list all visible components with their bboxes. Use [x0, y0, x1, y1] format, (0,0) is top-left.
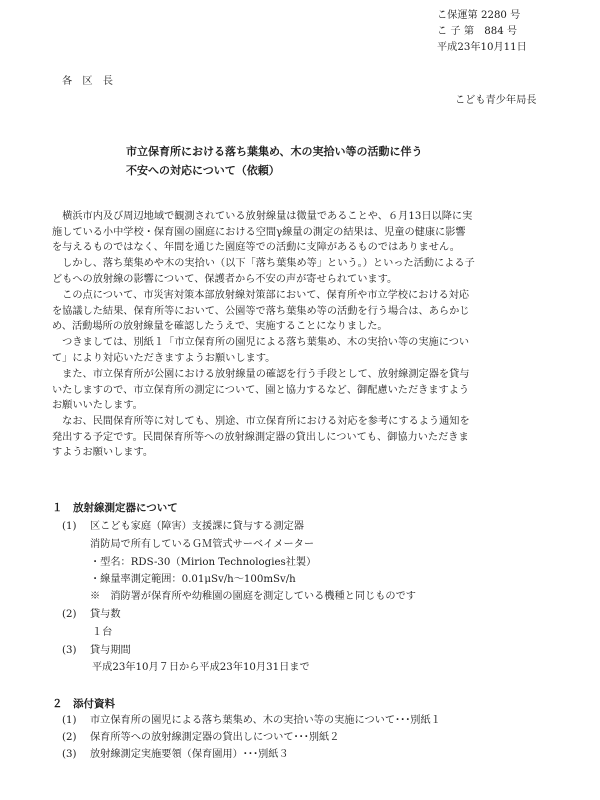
section-1-heading: １ 放射線測定器について — [52, 502, 178, 514]
paragraph-line: どもへの放射線の影響について、保護者から不安の声が寄せられています。 — [52, 273, 398, 285]
attachment-item: 放射線測定実施要領（保育園用）･･･別紙３ — [90, 749, 289, 760]
paragraph-4 — [52, 335, 560, 366]
item-text: 貸与数 — [90, 609, 121, 620]
paragraph-line: 施している小中学校・保育園の園庭における空間γ線量の測定の結果は、児童の健康に影響 — [52, 226, 466, 238]
paragraph-line: また、市立保育所が公園における放射線量の確認を行う手段として、放射線測定器を貸与 — [52, 369, 470, 380]
paragraph-line: を与えるものではなく、年間を通じた園庭等での活動に支障があるものではありません。 — [52, 242, 460, 254]
document-title-line-2: 不安への対応について（依頼） — [126, 164, 280, 177]
paragraph-line: この点について、市災害対策本部放射線対策部において、保育所や市立学校における対応 — [52, 290, 470, 301]
attachment-item: 市立保育所の園児による落ち葉集め、木の実拾い等の実施について･･･別紙１ — [90, 715, 441, 726]
model-line: ・型名：RDS-30（Mirion Technologies社製） — [90, 557, 317, 568]
paragraph-line: いたしますので、市立保育所の測定について、園と協力するなど、御配慮いただきますよう — [52, 384, 470, 396]
document-date: 平成23年10月11日 — [437, 42, 527, 53]
paragraph-line: なお、民間保育所等に対しても、別途、市立保育所における対応を参考にするよう通知を — [52, 416, 470, 427]
paragraph-6 — [52, 414, 560, 461]
paragraph-line: を協議した結果、保育所等において、公園等で落ち葉集め等の活動を行う場合は、あらかじ — [52, 305, 470, 317]
paragraph-5 — [52, 367, 560, 414]
measurement-range-line: ・線量率測定範囲：0.01μSv/h〜100mSv/h — [90, 574, 296, 585]
item-text: 区こども家庭（障害）支援課に貸与する測定器 — [90, 521, 304, 532]
paragraph-1 — [52, 209, 560, 256]
doc-number-1: こ保運第 2280 号 — [437, 10, 521, 21]
paragraph-line: 発出する予定です。民間保育所等への放射線測定器の貸出しについても、御協力いただきま — [52, 431, 469, 443]
paragraph-2 — [52, 256, 560, 287]
item-number: (2) — [62, 609, 77, 620]
paragraph-3 — [52, 288, 560, 335]
attachment-item: 保育所等への放射線測定器の貸出しについて･･･別紙２ — [90, 732, 340, 743]
item-number: (3) — [62, 645, 77, 656]
document-title-line-1: 市立保育所における落ち葉集め、木の実拾い等の活動に伴う — [126, 145, 423, 158]
attachment-number: (1) — [62, 715, 77, 726]
paragraph-line: お願いいたします。 — [52, 400, 143, 412]
item-sub-text: 消防局で所有しているＧＭ管式サーベイメーター — [90, 539, 315, 550]
paragraph-line: 横浜市内及び周辺地域で観測されている放射線量は微量であることや、６月13日以降に実 — [52, 211, 473, 222]
attachment-number: (3) — [62, 749, 77, 760]
paragraph-line: て」により対応いただきますようお願いします。 — [52, 352, 276, 364]
item-value: 平成23年10月７日から平成23年10月31日まで — [92, 662, 310, 673]
doc-number-2: こ 子 第 884 号 — [437, 26, 518, 37]
item-number: (1) — [62, 521, 77, 532]
section-2-heading: ２ 添付資料 — [52, 698, 115, 710]
sender: こども青少年局長 — [455, 95, 537, 106]
paragraph-line: すようお願いします。 — [52, 447, 154, 459]
note-line: ※ 消防署が保育所や幼稚園の園庭を測定している機種と同じものです — [90, 591, 416, 602]
addressee: 各 区 長 — [62, 76, 113, 87]
attachment-number: (2) — [62, 732, 77, 743]
paragraph-line: しかし、落ち葉集めや木の実拾い（以下「落ち葉集め等」という。）といった活動による子 — [52, 258, 475, 269]
paragraph-line: め、活動場所の放射線量を確認したうえで、実施することになりました。 — [52, 321, 388, 333]
paragraph-line: つきましては、別紙１「市立保育所の園児による落ち葉集め、木の実拾い等の実施につい — [52, 337, 470, 348]
item-text: 貸与期間 — [90, 645, 131, 656]
item-value: １台 — [92, 627, 113, 638]
